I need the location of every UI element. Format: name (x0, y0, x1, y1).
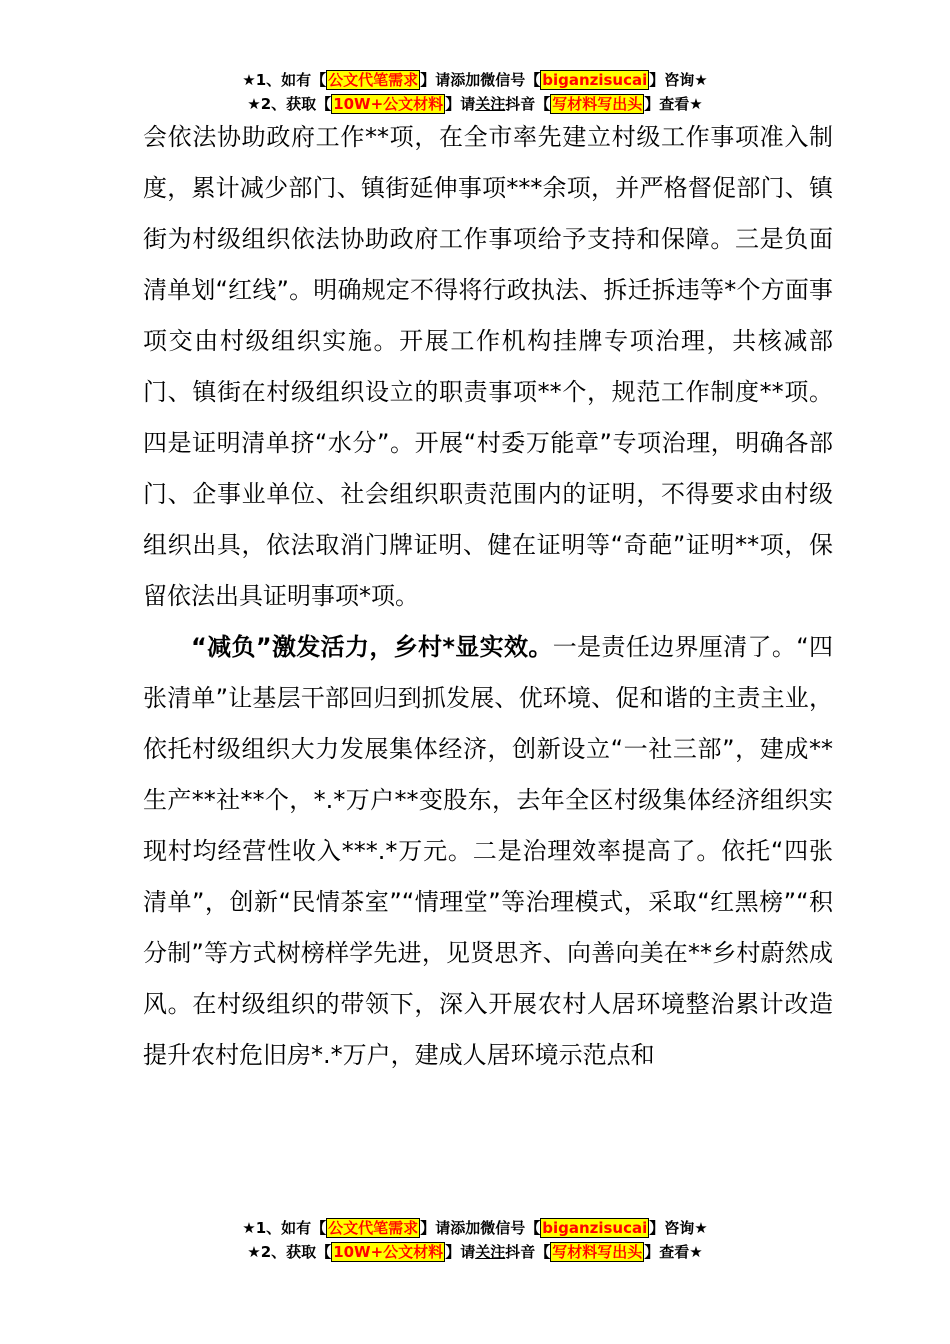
footer-text: 】请 (445, 1243, 476, 1261)
header-text: 】咨询★ (649, 71, 708, 89)
highlight-ghostwriting: 公文代笔需求 (328, 71, 419, 89)
footer-text: 】请添加微信号【 (420, 1219, 541, 1237)
highlight-ghostwriting: 公文代笔需求 (328, 1219, 419, 1237)
paragraph-2 (143, 622, 833, 1081)
document-body (143, 112, 833, 1081)
footer-text: ★1、如有【 (242, 1219, 327, 1237)
highlight-douyin: 写材料写出头 (552, 1243, 643, 1261)
footer-banner (0, 1216, 950, 1264)
footer-line-2 (0, 1240, 950, 1264)
header-text: 】请添加微信号【 (420, 71, 541, 89)
footer-text: 】咨询★ (649, 1219, 708, 1237)
header-line-1 (0, 68, 950, 92)
paragraph-heading: “减负”激发活力，乡村*显实效。 (191, 633, 553, 661)
paragraph-1: 会依法协助政府工作**项，在全市率先建立村级工作事项准入制度，累计减少部门、镇街延伸事项***余项，并严格督促部门、镇街为村级组织依法协助政府工作事项给予支持和保障。三是负面清单划“红线”。明确规定不得将行政执法、拆迁拆违等*个方面事项交由村级组织实施。开展工作机构挂牌专项治理，共核减部门、镇街在村级组织设立的职责事项**个，规范工作制度**项。四是证明清单挤“水分”。开展“村委万能章”专项治理，明确各部门、企事业单位、社会组织职责范围内的证明，不得要求由村级组织出具，依法取消门牌证明、健在证明等“奇葩”证明**项，保留依法出具证明事项*项。 (143, 123, 833, 610)
header-text: ★2、获取【 (247, 95, 332, 113)
footer-line-1 (0, 1216, 950, 1240)
highlight-materials: 10W+公文材料 (333, 95, 444, 113)
underlined-follow: 关注 (475, 1243, 506, 1261)
highlight-wechat-id: biganzisucai (542, 1219, 648, 1237)
underlined-follow: 关注 (475, 95, 506, 113)
header-text: 】请 (445, 95, 476, 113)
header-banner (0, 68, 950, 116)
highlight-douyin: 写材料写出头 (552, 95, 643, 113)
header-text: 抖音【 (505, 95, 551, 113)
highlight-materials: 10W+公文材料 (333, 1243, 444, 1261)
highlight-wechat-id: biganzisucai (542, 71, 648, 89)
footer-text: 抖音【 (505, 1243, 551, 1261)
footer-text: ★2、获取【 (247, 1243, 332, 1261)
paragraph-2-text: 一是责任边界厘清了。“四张清单”让基层干部回归到抓发展、优环境、促和谐的主责主业，依托村级组织大力发展集体经济，创新设立“一社三部”，建成**生产**社**个，*.*万户**变股东，去年全区村级集体经济组织实现村均经营性收入***.*万元。二是治理效率提高了。依托“四张清单”，创新“民情茶室”“情理堂”等治理模式，采取“红黑榜”“积分制”等方式树榜样学先进，见贤思齐、向善向美在**乡村蔚然成风。在村级组织的带领下，深入开展农村人居环境整治累计改造提升农村危旧房*.*万户，建成人居环境示范点和 (143, 633, 833, 1069)
header-text: ★1、如有【 (242, 71, 327, 89)
header-text: 】查看★ (644, 95, 703, 113)
footer-text: 】查看★ (644, 1243, 703, 1261)
